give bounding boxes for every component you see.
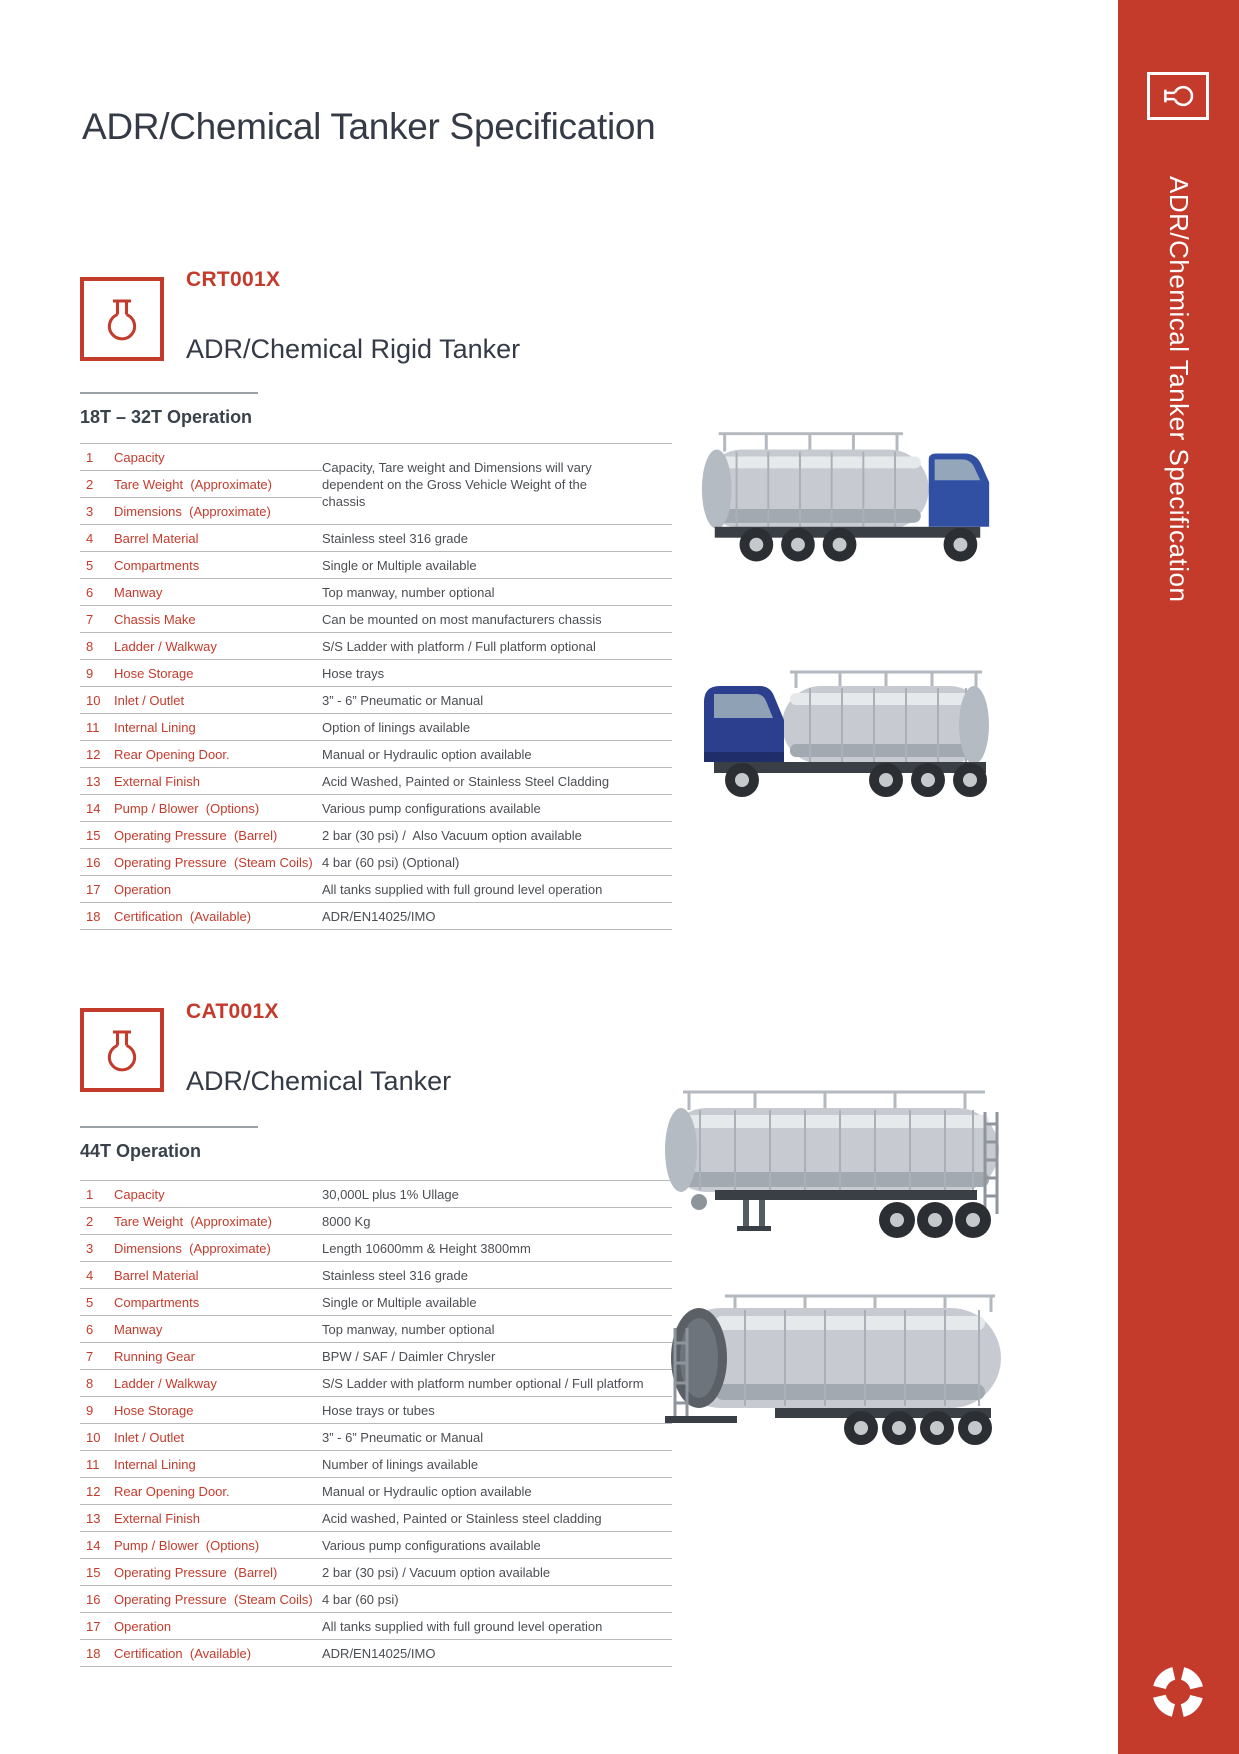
spec-row-value: ADR/EN14025/IMO [322, 1645, 436, 1661]
spec-row [80, 849, 672, 876]
spec-row-label: Certification (Available) [114, 1645, 252, 1661]
spec-row-number: 9 [86, 1402, 94, 1418]
spec-row-label: Running Gear [114, 1348, 195, 1364]
spec-row-value: 4 bar (60 psi) [322, 1591, 399, 1607]
spec-row-label: Compartments [114, 1294, 200, 1310]
spec-row-value: 2 bar (30 psi) / Vacuum option available [322, 1564, 551, 1580]
spec-row-number: 17 [86, 881, 101, 897]
rigid-tanker-rear-photo [690, 400, 1005, 610]
spec-row-value: Hose trays or tubes [322, 1402, 435, 1418]
section-code: CAT001X [186, 1000, 279, 1023]
spec-row-value: Can be mounted on most manufacturers chassis [322, 611, 602, 627]
spec-row-value: Acid washed, Painted or Stainless steel cladding [322, 1510, 602, 1526]
spec-row-label: Rear Opening Door. [114, 746, 230, 762]
spec-row-label: Capacity [114, 1186, 165, 1202]
spec-row-number: 13 [86, 773, 101, 789]
spec-row-value: Option of linings available [322, 719, 471, 735]
flask-icon [1159, 77, 1197, 115]
spec-row-label: Internal Lining [114, 719, 196, 735]
spec-row-label: Operation [114, 881, 172, 897]
spec-row-label: Pump / Blower (Options) [114, 800, 260, 816]
spec-row [80, 552, 672, 579]
spec-row-label: Barrel Material [114, 1267, 199, 1283]
spec-row-value: BPW / SAF / Daimler Chrysler [322, 1348, 496, 1364]
spec-row [80, 1424, 672, 1451]
spec-row-number: 18 [86, 1645, 101, 1661]
flask-icon [95, 292, 149, 346]
spec-row-label: Ladder / Walkway [114, 638, 217, 654]
spec-row-value: Number of linings available [322, 1456, 479, 1472]
spec-row-label: Tare Weight (Approximate) [114, 1213, 272, 1229]
spec-row-value: Single or Multiple available [322, 1294, 477, 1310]
spec-row-label: Inlet / Outlet [114, 1429, 185, 1445]
spec-row-value: S/S Ladder with platform number optional / Full platform [322, 1375, 644, 1391]
spec-row-number: 1 [86, 449, 94, 465]
spec-row-value: Manual or Hydraulic option available [322, 1483, 532, 1499]
spec-row-value: 30,000L plus 1% Ullage [322, 1186, 459, 1202]
spec-row-number: 4 [86, 1267, 94, 1283]
spec-row-label: Rear Opening Door. [114, 1483, 230, 1499]
spec-row-label: Barrel Material [114, 530, 199, 546]
spec-row-value: Various pump configurations available [322, 1537, 541, 1553]
spec-row [80, 1262, 672, 1289]
spec-row [80, 1505, 672, 1532]
spec-row-label: Operating Pressure (Steam Coils) [114, 1591, 313, 1607]
spec-row-number: 17 [86, 1618, 101, 1634]
spec-row [80, 1289, 672, 1316]
spec-row-label: Chassis Make [114, 611, 196, 627]
spec-row-label: Certification (Available) [114, 908, 252, 924]
spec-row-label: Operation [114, 1618, 172, 1634]
section-divider [80, 392, 258, 394]
spec-row-number: 9 [86, 665, 94, 681]
flask-icon [80, 1008, 164, 1092]
section-code: CRT001X [186, 268, 281, 291]
spec-row [80, 1640, 672, 1667]
spec-row-value: Single or Multiple available [322, 557, 477, 573]
spec-row-number: 6 [86, 584, 94, 600]
spec-row-number: 18 [86, 908, 101, 924]
spec-row-number: 7 [86, 611, 94, 627]
spec-row-value: Acid Washed, Painted or Stainless Steel Cladding [322, 773, 610, 789]
spec-row [80, 525, 672, 552]
operation-heading: 18T – 32T Operation [80, 407, 253, 427]
page-title: ADR/Chemical Tanker Specification [82, 106, 656, 147]
spec-row-label: External Finish [114, 1510, 200, 1526]
spec-row-value: Manual or Hydraulic option available [322, 746, 532, 762]
spec-row-label: Operating Pressure (Barrel) [114, 827, 278, 843]
spec-row-number: 5 [86, 557, 94, 573]
spec-row [80, 660, 672, 687]
spec-row [80, 1397, 672, 1424]
spec-row-number: 3 [86, 503, 94, 519]
spec-row-label: Manway [114, 1321, 163, 1337]
spec-row-number: 10 [86, 692, 101, 708]
spec-row [80, 741, 672, 768]
spec-row [80, 606, 672, 633]
spec-row-number: 2 [86, 1213, 94, 1229]
spec-row-value: ADR/EN14025/IMO [322, 908, 436, 924]
spec-row-value: All tanks supplied with full ground level operation [322, 881, 603, 897]
spec-table-rigid-tanker [80, 443, 672, 930]
spec-row [80, 1478, 672, 1505]
spec-row [80, 1370, 672, 1397]
spec-row [80, 1235, 672, 1262]
spec-row [80, 822, 672, 849]
spec-row-value: Hose trays [322, 665, 385, 681]
spec-row-value: S/S Ladder with platform / Full platform optional [322, 638, 596, 654]
spec-row-value: Stainless steel 316 grade [322, 1267, 468, 1283]
segmented-ring-icon [1148, 1662, 1208, 1722]
spec-row-number: 11 [86, 719, 100, 735]
spec-row-label: Operating Pressure (Barrel) [114, 1564, 278, 1580]
spec-row-value: 8000 Kg [322, 1213, 371, 1229]
spec-row-number: 14 [86, 1537, 101, 1553]
sidebar-vertical-title: ADR/Chemical Tanker Specification [1164, 176, 1194, 603]
spec-row-number: 11 [86, 1456, 100, 1472]
spec-row-label: Manway [114, 584, 163, 600]
spec-row-value: Top manway, number optional [322, 584, 495, 600]
spec-row [80, 1559, 672, 1586]
spec-row-number: 4 [86, 530, 94, 546]
spec-row-number: 16 [86, 854, 101, 870]
section-name: ADR/Chemical Tanker [186, 1066, 452, 1096]
spec-row-value: Various pump configurations available [322, 800, 541, 816]
segmented-ring-icon [1148, 1662, 1208, 1722]
spec-row [80, 1451, 672, 1478]
spec-row-number: 14 [86, 800, 101, 816]
spec-row-number: 6 [86, 1321, 94, 1337]
spec-row-value: 3” - 6” Pneumatic or Manual [322, 1429, 484, 1445]
sidebar [1118, 0, 1239, 1754]
spec-row-value: 4 bar (60 psi) (Optional) [322, 854, 460, 870]
spec-row-value: All tanks supplied with full ground level operation [322, 1618, 603, 1634]
flask-icon [80, 277, 164, 361]
spec-row-number: 12 [86, 746, 101, 762]
spec-row [80, 1586, 672, 1613]
spec-row [80, 1532, 672, 1559]
spec-row [80, 876, 672, 903]
spec-row-value: Top manway, number optional [322, 1321, 495, 1337]
spec-row [80, 795, 672, 822]
spec-row-label: Hose Storage [114, 665, 194, 681]
spec-row-number: 5 [86, 1294, 94, 1310]
spec-row-number: 8 [86, 638, 94, 654]
spec-row-number: 1 [86, 1186, 94, 1202]
rigid-tanker-front-photo [690, 630, 1000, 815]
spec-row-label: Pump / Blower (Options) [114, 1537, 260, 1553]
spec-row-label: Hose Storage [114, 1402, 194, 1418]
spec-row [80, 1343, 672, 1370]
flask-icon [95, 1023, 149, 1077]
trailer-tanker-rear-photo [655, 1268, 1015, 1463]
spec-row [80, 1181, 672, 1208]
spec-row-number: 15 [86, 827, 101, 843]
spec-row-label: Internal Lining [114, 1456, 196, 1472]
spec-table-semi-tanker [80, 1180, 672, 1667]
spec-row-value: Length 10600mm & Height 3800mm [322, 1240, 531, 1256]
spec-row [80, 579, 672, 606]
spec-row-label: Compartments [114, 557, 200, 573]
spec-row-label: Capacity [114, 449, 165, 465]
spec-row [80, 633, 672, 660]
spec-row-number: 8 [86, 1375, 94, 1391]
spec-row [80, 1316, 672, 1343]
spec-row-number: 7 [86, 1348, 94, 1364]
spec-row-number: 16 [86, 1591, 101, 1607]
spec-row [80, 687, 672, 714]
section-name: ADR/Chemical Rigid Tanker [186, 334, 521, 364]
spec-row [80, 714, 672, 741]
spec-row-label: Ladder / Walkway [114, 1375, 217, 1391]
spec-row-label: Inlet / Outlet [114, 692, 185, 708]
spec-row [80, 903, 672, 930]
spec-row-value: 2 bar (30 psi) / Also Vacuum option available [322, 827, 582, 843]
spec-row-label: Operating Pressure (Steam Coils) [114, 854, 313, 870]
spec-row-number: 12 [86, 1483, 101, 1499]
spec-row-value: 3” - 6” Pneumatic or Manual [322, 692, 484, 708]
spec-row [80, 768, 672, 795]
spec-row-value: Stainless steel 316 grade [322, 530, 468, 546]
spec-row-number: 10 [86, 1429, 101, 1445]
spec-row [80, 1613, 672, 1640]
spec-row [80, 1208, 672, 1235]
flask-icon [1147, 72, 1209, 120]
spec-row-number: 13 [86, 1510, 101, 1526]
spec-row-label: Dimensions (Approximate) [114, 503, 271, 519]
spec-row-number: 2 [86, 476, 94, 492]
spec-row-label: External Finish [114, 773, 200, 789]
section-divider [80, 1126, 258, 1128]
spec-row-label: Dimensions (Approximate) [114, 1240, 271, 1256]
operation-heading: 44T Operation [80, 1141, 202, 1161]
merged-note: Capacity, Tare weight and Dimensions will vary dependent on the Gross Vehicle Weight of the chassis [322, 460, 592, 509]
spec-row-number: 15 [86, 1564, 101, 1580]
trailer-tanker-front-photo [655, 1062, 1010, 1262]
spec-row-label: Tare Weight (Approximate) [114, 476, 272, 492]
spec-row-number: 3 [86, 1240, 94, 1256]
